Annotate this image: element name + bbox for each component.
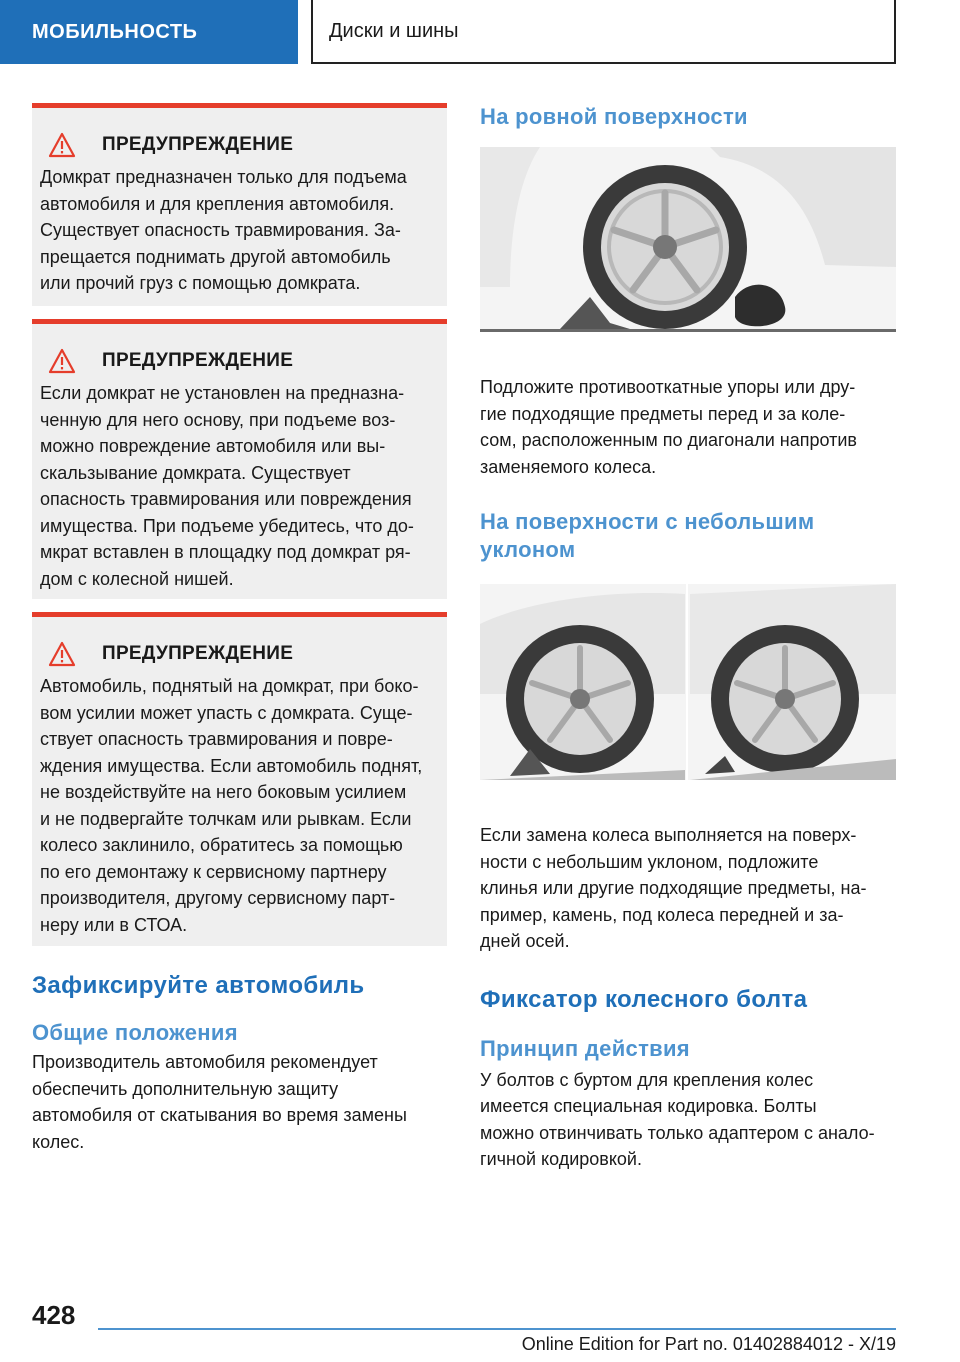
subsection-heading: На поверхности с небольшим уклоном: [480, 509, 815, 562]
body-text: У болтов с буртом для крепления колес имеется специальная кодировка. Болты можно отвинчивать только адаптером с анало- гичной кодировкой.: [480, 1069, 875, 1169]
body-text: Подложите противооткатные упоры или дру- гие подходящие предметы перед и за коле- сом, расположенным по диагонали напротив заменяемого колеса.: [480, 377, 857, 477]
warning-text: Домкрат предназначен только для подъема автомобиля и для крепления автомобиля. Существует опасность травмирования. За- прещается поднимать другой автомобиль или прочий груз с помощью домкрата.: [40, 167, 407, 293]
chapter-title: Диски и шины: [329, 19, 459, 42]
slope-surface-figure: [480, 584, 896, 780]
warning-triangle-icon: [48, 348, 76, 374]
flat-surface-figure: [480, 147, 896, 332]
left-column: [32, 103, 447, 1155]
warning-text: Если домкрат не установлен на предназна- ченную для него основу, при подъеме воз- можно повреждение автомобиля или вы- скальзывание домкрата. Существует опасность травмирования или повреждения имущества. При подъеме убедитесь, что до- мкрат вставлен в площадку под домкрат ря- дом с колесной нишей.: [40, 383, 414, 589]
footer-divider: [98, 1328, 896, 1330]
warning-title: ПРЕДУПРЕЖДЕНИЕ: [102, 643, 294, 664]
subsection-heading: На ровной поверхности: [480, 104, 748, 129]
warning-triangle-icon: [48, 132, 76, 158]
slope-wedge-illustration: [480, 584, 896, 780]
warning-box: [32, 612, 447, 946]
edition-info: Online Edition for Part no. 01402884012 - X/19: [521, 1334, 896, 1354]
chapter-header: [311, 0, 896, 64]
warning-text: Автомобиль, поднятый на домкрат, при боко- вом усилии может упасть с домкрата. Суще- ствует опасность травмирования и повре- ждения имущества. Если автомобиль поднят, не воздействуйте на него боковым усилием и не подвергайте толчкам или рывкам. Если колесо заклинило, обратитесь за помощью по его демонтажу к сервисному партнеру производителя, другому сервисному парт- неру или в СТОА.: [40, 676, 423, 935]
warning-title: ПРЕДУПРЕЖДЕНИЕ: [102, 134, 294, 155]
body-text: Производитель автомобиля рекомендует обеспечить дополнительную защиту автомобиля от скатывания во время замены колес.: [32, 1052, 407, 1152]
section-heading: Фиксатор колесного болта: [480, 985, 808, 1013]
section-heading: Зафиксируйте автомобиль: [32, 972, 365, 999]
page-number: 428: [32, 1300, 76, 1330]
subsection-heading: Принцип действия: [480, 1035, 690, 1061]
warning-title: ПРЕДУПРЕЖДЕНИЕ: [102, 350, 294, 371]
wheel-chock-illustration: [480, 147, 896, 332]
section-title: МОБИЛЬНОСТЬ: [32, 20, 198, 43]
body-text: Если замена колеса выполняется на поверх- ности с небольшим уклоном, подложите клинья или другие подходящие предметы, на- пример, камень, под колеса передней и за- дней осей.: [480, 825, 867, 951]
section-tab: [0, 0, 298, 64]
warning-box: [32, 319, 447, 599]
subsection-heading: Общие положения: [32, 1020, 238, 1045]
right-column: [480, 103, 896, 1173]
warning-triangle-icon: [48, 641, 76, 667]
warning-box: [32, 103, 447, 306]
